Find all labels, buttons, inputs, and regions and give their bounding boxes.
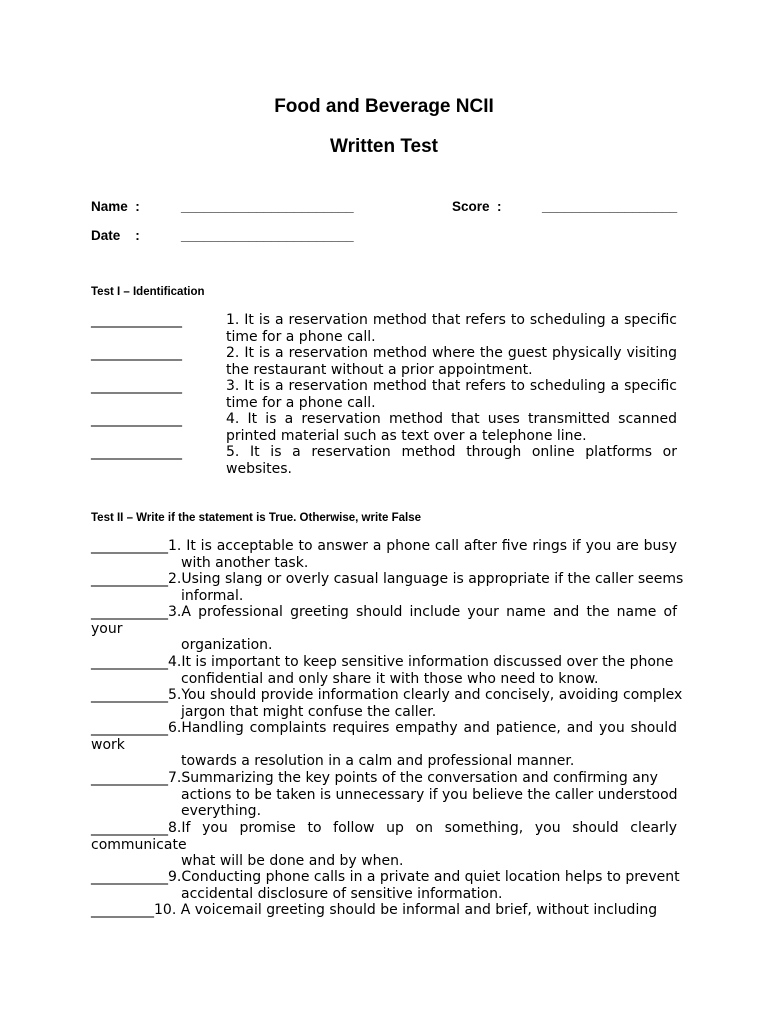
item-line: ___________8.If you promise to follow up on something, you should clearly [91,820,677,836]
answer-blank[interactable]: _____________ [91,312,182,328]
item-line: ___________4.It is important to keep sensitive information discussed over the phone [91,654,674,670]
item-line: ___________2.Using slang or overly casual language is appropriate if the caller seems [91,571,684,587]
document-title: Food and Beverage NCII [274,96,494,117]
item-line: 2. It is a reservation method where the guest physically visiting [226,345,677,361]
test2-item [91,538,677,571]
item-line: informal. [181,587,244,604]
test2-heading: Test II – Write if the statement is True. Otherwise, write False [91,512,421,524]
item-line: ___________7.Summarizing the key points of the conversation and confirming any [91,770,658,786]
item-line: _________10. A voicemail greeting should be informal and brief, without including [91,902,658,918]
item-line: work [91,736,125,753]
item-line: what will be done and by when. [181,853,404,869]
name-blank[interactable]: _______________________ [181,199,354,214]
item-line: ___________3.A professional greeting should include your name and the name of [91,604,677,620]
answer-blank[interactable]: _____________ [91,345,182,361]
item-line: websites. [226,460,292,477]
test2-item [91,770,677,820]
item-line: time for a phone call. [226,328,376,345]
score-label: Score : [452,199,502,214]
item-line: 3. It is a reservation method that refers to scheduling a specific [226,378,677,394]
test1-heading: Test I – Identification [91,286,205,298]
item-line: ___________9.Conducting phone calls in a private and quiet location helps to prevent [91,869,680,885]
item-line: confidential and only share it with those who need to know. [181,670,599,687]
score-blank[interactable]: __________________ [542,199,678,214]
item-line: ___________6.Handling complaints requires empathy and patience, and you should [91,720,677,736]
answer-blank[interactable]: _____________ [91,444,182,460]
item-line: ___________5.You should provide information clearly and concisely, avoiding complex [91,687,683,703]
item-line: communicate [91,836,187,853]
date-label: Date : [91,228,140,243]
test2-item [91,571,684,604]
item-line: accidental disclosure of sensitive information. [181,885,503,902]
item-line: the restaurant without a prior appointment. [226,361,533,378]
test2-item [91,720,677,770]
test2-item [91,869,680,902]
item-line: your [91,620,123,637]
item-line: jargon that might confuse the caller. [181,703,437,720]
date-blank[interactable]: _______________________ [181,228,354,243]
name-label: Name : [91,199,140,214]
test2-item [91,902,677,919]
item-line: with another task. [181,554,309,571]
item-line: 4. It is a reservation method that uses transmitted scanned [226,411,677,427]
item-line: 5. It is a reservation method through online platforms or [226,444,677,460]
document-subtitle: Written Test [329,136,439,157]
test2-item [91,604,677,654]
item-line: everything. [181,803,262,819]
answer-blank[interactable]: _____________ [91,378,182,394]
item-line: time for a phone call. [226,394,376,411]
item-line: printed material such as text over a telephone line. [226,427,587,444]
test2-item [91,654,677,687]
test2-item [91,820,677,870]
item-line: 1. It is a reservation method that refers to scheduling a specific [226,312,677,328]
item-line: organization. [181,637,273,653]
test2-item [91,687,683,720]
item-line: actions to be taken is unnecessary if you believe the caller understood [181,786,678,803]
answer-blank[interactable]: _____________ [91,411,182,427]
item-line: ___________1. It is acceptable to answer a phone call after five rings if you are busy [91,538,677,554]
item-line: towards a resolution in a calm and professional manner. [181,753,575,769]
